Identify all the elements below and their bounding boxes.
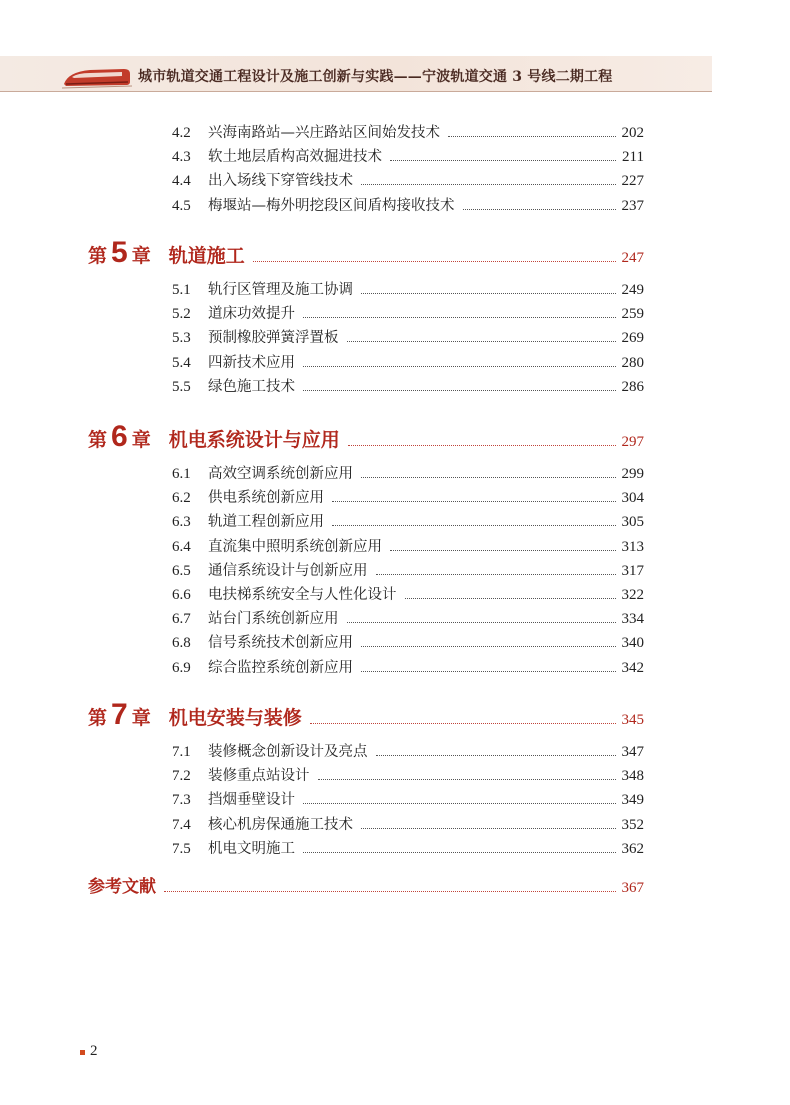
toc-section-entry[interactable] <box>172 837 644 857</box>
footer-page-number: 2 <box>90 1043 98 1059</box>
dot-leader <box>164 890 616 892</box>
toc-references-entry[interactable] <box>88 872 644 896</box>
footer-marker <box>80 1050 85 1055</box>
toc-section-entry[interactable] <box>172 326 644 346</box>
dot-leader <box>361 183 616 185</box>
chapter-suffix: 章 <box>131 429 151 451</box>
dot-leader <box>318 778 616 780</box>
section-page: 304 <box>621 490 644 507</box>
chapter-page: 297 <box>621 434 644 450</box>
section-page: 259 <box>621 306 644 323</box>
section-title: 装修重点站设计 <box>208 768 310 785</box>
section-title: 道床功效提升 <box>208 306 295 323</box>
section-title: 轨道工程创新应用 <box>208 514 324 531</box>
section-page: 362 <box>621 840 644 857</box>
dot-leader <box>448 135 616 137</box>
dot-leader <box>303 851 616 853</box>
toc-section-entry[interactable] <box>172 764 644 784</box>
section-number: 6.1 <box>172 466 191 482</box>
section-title: 供电系统创新应用 <box>208 490 324 507</box>
section-title: 信号系统技术创新应用 <box>208 635 353 652</box>
section-page: 322 <box>621 587 644 603</box>
toc-section-entry[interactable] <box>172 486 644 506</box>
chapter-prefix: 第 <box>88 707 108 729</box>
references-title: 参考文献 <box>88 877 156 897</box>
dot-leader <box>347 621 616 623</box>
toc-section-entry[interactable] <box>172 302 644 322</box>
section-title: 兴海南路站—兴庄路站区间始发技术 <box>208 125 440 141</box>
running-header-title: 城市轨道交通工程设计及施工创新与实践——宁波轨道交通 3 号线二期工程 <box>138 69 613 85</box>
section-page: 334 <box>621 611 644 628</box>
dot-leader <box>253 260 616 262</box>
toc-section-entry[interactable] <box>172 169 644 189</box>
section-number: 6.2 <box>172 490 191 507</box>
dot-leader <box>405 597 616 599</box>
section-number: 4.5 <box>172 197 191 214</box>
section-page: 280 <box>621 354 644 371</box>
section-title: 综合监控系统创新应用 <box>208 659 353 676</box>
dot-leader <box>463 208 616 210</box>
section-number: 5.1 <box>172 282 191 298</box>
section-number: 6.5 <box>172 562 191 579</box>
section-page: 286 <box>621 378 644 395</box>
toc-section-entry[interactable] <box>172 278 644 298</box>
dot-leader <box>361 827 616 829</box>
dot-leader <box>303 389 616 391</box>
section-title: 四新技术应用 <box>208 354 295 371</box>
section-number: 7.3 <box>172 792 191 809</box>
section-title: 挡烟垂壁设计 <box>208 792 295 809</box>
dot-leader <box>303 802 616 804</box>
section-title: 装修概念创新设计及亮点 <box>208 744 368 760</box>
toc-section-entry[interactable] <box>172 656 644 676</box>
section-title: 直流集中照明系统创新应用 <box>208 538 382 555</box>
dot-leader <box>303 316 616 318</box>
section-page: 202 <box>621 125 644 141</box>
dot-leader <box>332 500 616 502</box>
toc-section-entry[interactable] <box>172 462 644 482</box>
dot-leader <box>376 754 616 756</box>
chapter-number: 5 <box>111 236 128 269</box>
dot-leader <box>361 292 616 294</box>
section-title: 核心机房保通施工技术 <box>208 816 353 833</box>
section-page: 211 <box>622 149 644 166</box>
toc-section-entry[interactable] <box>172 351 644 371</box>
train-icon <box>62 64 132 90</box>
toc-section-entry[interactable] <box>172 740 644 760</box>
toc-section-entry[interactable] <box>172 194 644 214</box>
chapter-prefix: 第 <box>88 429 108 451</box>
section-title: 机电文明施工 <box>208 840 295 857</box>
dot-leader <box>310 722 616 724</box>
section-page: 317 <box>621 562 644 579</box>
section-number: 5.4 <box>172 354 191 371</box>
dot-leader <box>332 524 616 526</box>
section-title: 梅堰站—梅外明挖段区间盾构接收技术 <box>208 197 455 214</box>
section-page: 249 <box>621 282 644 298</box>
section-number: 6.6 <box>172 587 191 603</box>
dot-leader <box>361 476 616 478</box>
section-number: 5.5 <box>172 378 191 395</box>
chapter-suffix: 章 <box>131 707 151 729</box>
section-page: 313 <box>621 538 644 555</box>
chapter-title: 机电安装与装修 <box>168 707 302 729</box>
dot-leader <box>390 549 616 551</box>
chapter-title: 机电系统设计与应用 <box>168 429 340 451</box>
section-number: 6.4 <box>172 538 191 555</box>
toc-section-entry[interactable] <box>172 607 644 627</box>
section-page: 237 <box>621 197 644 214</box>
section-page: 352 <box>621 816 644 833</box>
section-number: 7.2 <box>172 768 191 785</box>
dot-leader <box>361 645 616 647</box>
chapter-prefix: 第 <box>88 245 108 267</box>
section-title: 软土地层盾构高效掘进技术 <box>208 149 382 166</box>
dot-leader <box>376 573 616 575</box>
chapter-page: 345 <box>621 712 644 728</box>
dot-leader <box>390 159 616 161</box>
toc-section-entry[interactable] <box>172 145 644 165</box>
toc-section-entry[interactable] <box>172 583 644 603</box>
toc-chapter-entry[interactable] <box>88 236 644 268</box>
references-page: 367 <box>621 880 644 896</box>
toc-section-entry[interactable] <box>172 559 644 579</box>
dot-leader <box>347 340 616 342</box>
section-number: 6.3 <box>172 514 191 531</box>
section-page: 342 <box>621 659 644 676</box>
section-page: 349 <box>621 792 644 809</box>
header-rule <box>0 91 712 92</box>
chapter-title: 轨道施工 <box>168 245 245 267</box>
section-number: 5.2 <box>172 306 191 323</box>
toc-section-entry[interactable] <box>172 813 644 833</box>
section-title: 电扶梯系统安全与人性化设计 <box>208 587 397 603</box>
section-page: 227 <box>621 173 644 190</box>
section-number: 7.4 <box>172 816 191 833</box>
section-number: 7.1 <box>172 744 191 760</box>
toc-chapter-entry[interactable] <box>88 420 644 452</box>
section-title: 轨行区管理及施工协调 <box>208 282 353 298</box>
section-number: 5.3 <box>172 330 191 347</box>
dot-leader <box>361 670 616 672</box>
section-number: 4.4 <box>172 173 191 190</box>
section-title: 出入场线下穿管线技术 <box>208 173 353 190</box>
section-number: 6.9 <box>172 659 191 676</box>
section-number: 4.3 <box>172 149 191 166</box>
toc-section-entry[interactable] <box>172 788 644 808</box>
dot-leader <box>348 444 616 446</box>
section-title: 通信系统设计与创新应用 <box>208 562 368 579</box>
chapter-number: 7 <box>111 698 128 731</box>
toc-section-entry[interactable] <box>172 631 644 651</box>
dot-leader <box>303 365 616 367</box>
chapter-number: 6 <box>111 420 128 453</box>
section-page: 305 <box>621 514 644 531</box>
section-number: 6.8 <box>172 635 191 652</box>
section-title: 站台门系统创新应用 <box>208 611 339 628</box>
section-page: 340 <box>621 635 644 652</box>
section-page: 348 <box>621 768 644 785</box>
section-page: 347 <box>621 744 644 760</box>
toc-chapter-entry[interactable] <box>88 698 644 730</box>
section-title: 高效空调系统创新应用 <box>208 466 353 482</box>
section-title: 预制橡胶弹簧浮置板 <box>208 330 339 347</box>
toc-section-entry[interactable] <box>172 510 644 530</box>
toc-section-entry[interactable] <box>172 121 644 141</box>
section-title: 绿色施工技术 <box>208 378 295 395</box>
toc-section-entry[interactable] <box>172 535 644 555</box>
chapter-page: 247 <box>621 250 644 266</box>
section-number: 6.7 <box>172 611 191 628</box>
toc-section-entry[interactable] <box>172 375 644 395</box>
section-page: 299 <box>621 466 644 482</box>
section-page: 269 <box>621 330 644 347</box>
section-number: 7.5 <box>172 840 191 857</box>
section-number: 4.2 <box>172 125 191 141</box>
chapter-suffix: 章 <box>131 245 151 267</box>
